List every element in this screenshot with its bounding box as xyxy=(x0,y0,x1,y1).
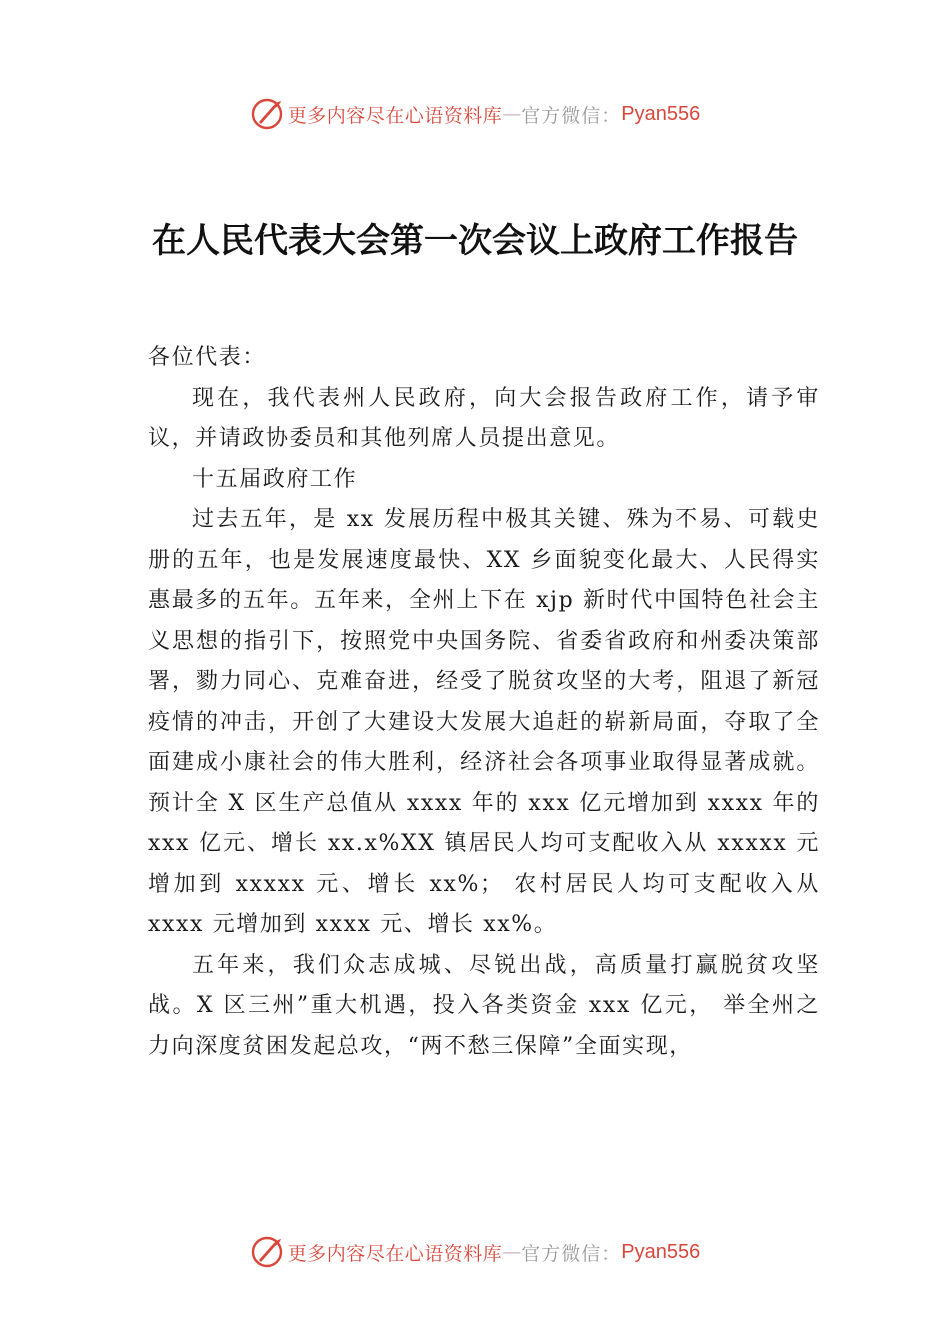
banner-text: 更多内容尽在心语资料库 xyxy=(287,1242,503,1265)
banner-wechat-id: Pyan556 xyxy=(621,1240,701,1263)
banner-wechat-label: 官方微信： xyxy=(521,1242,622,1265)
quill-logo-icon xyxy=(250,97,284,131)
banner-text: 更多内容尽在心语资料库 xyxy=(287,104,503,127)
salutation: 各位代表： xyxy=(148,345,267,370)
paragraph: 过去五年，是 xx 发展历程中极其关键、殊为不易、可载史册的五年，也是发展速度最快、XX 乡面貌变化最大、人民得实惠最多的五年。五年来，全州上下在 xjp 新时代中国特色社会主义思想的指引下，按照党中央国务院、省委省政府和州委决策部署，勠力同心、克难奋进，经受了脱贫攻坚的大考，阻退了新冠疫情的冲击，开创了大建设大发展大追赶的崭新局面，夺取了全面建成小康社会的伟大胜利，经济社会各项事业取得显著成就。预计全 X 区生产总值从 xxxx 年的 xxx 亿元增加到 xxxx 年的 xxx 亿元、增长 xx.x%XX 镇居民人均可支配收入从 xxxxx 元增加到 xxxxx 元、增长 xx%； 农村居民人均可支配收入从 xxxx 元增加到 xxxx 元、增长 xx%。 xyxy=(148,507,820,937)
document-title: 在人民代表大会第一次会议上政府工作报告 xyxy=(152,221,798,261)
document-body xyxy=(148,338,820,1067)
footer-banner xyxy=(0,1232,950,1272)
section-heading: 十五届政府工作 xyxy=(192,466,358,492)
header-banner xyxy=(0,94,950,134)
paragraph: 五年来，我们众志成城、尽锐出战，高质量打赢脱贫攻坚战。X 区三州”重大机遇，投入各类资金 xxx 亿元， 举全州之力向深度贫困发起总攻，“两不愁三保障”全面实现， xyxy=(148,952,820,1059)
quill-logo-icon xyxy=(250,1235,284,1269)
banner-wechat-label: 官方微信： xyxy=(521,104,622,127)
banner-separator: — xyxy=(502,1241,522,1263)
banner-separator: — xyxy=(502,103,522,125)
paragraph: 现在，我代表州人民政府，向大会报告政府工作，请予审议，并请政协委员和其他列席人员提出意见。 xyxy=(148,385,820,451)
banner-wechat-id: Pyan556 xyxy=(621,102,701,125)
